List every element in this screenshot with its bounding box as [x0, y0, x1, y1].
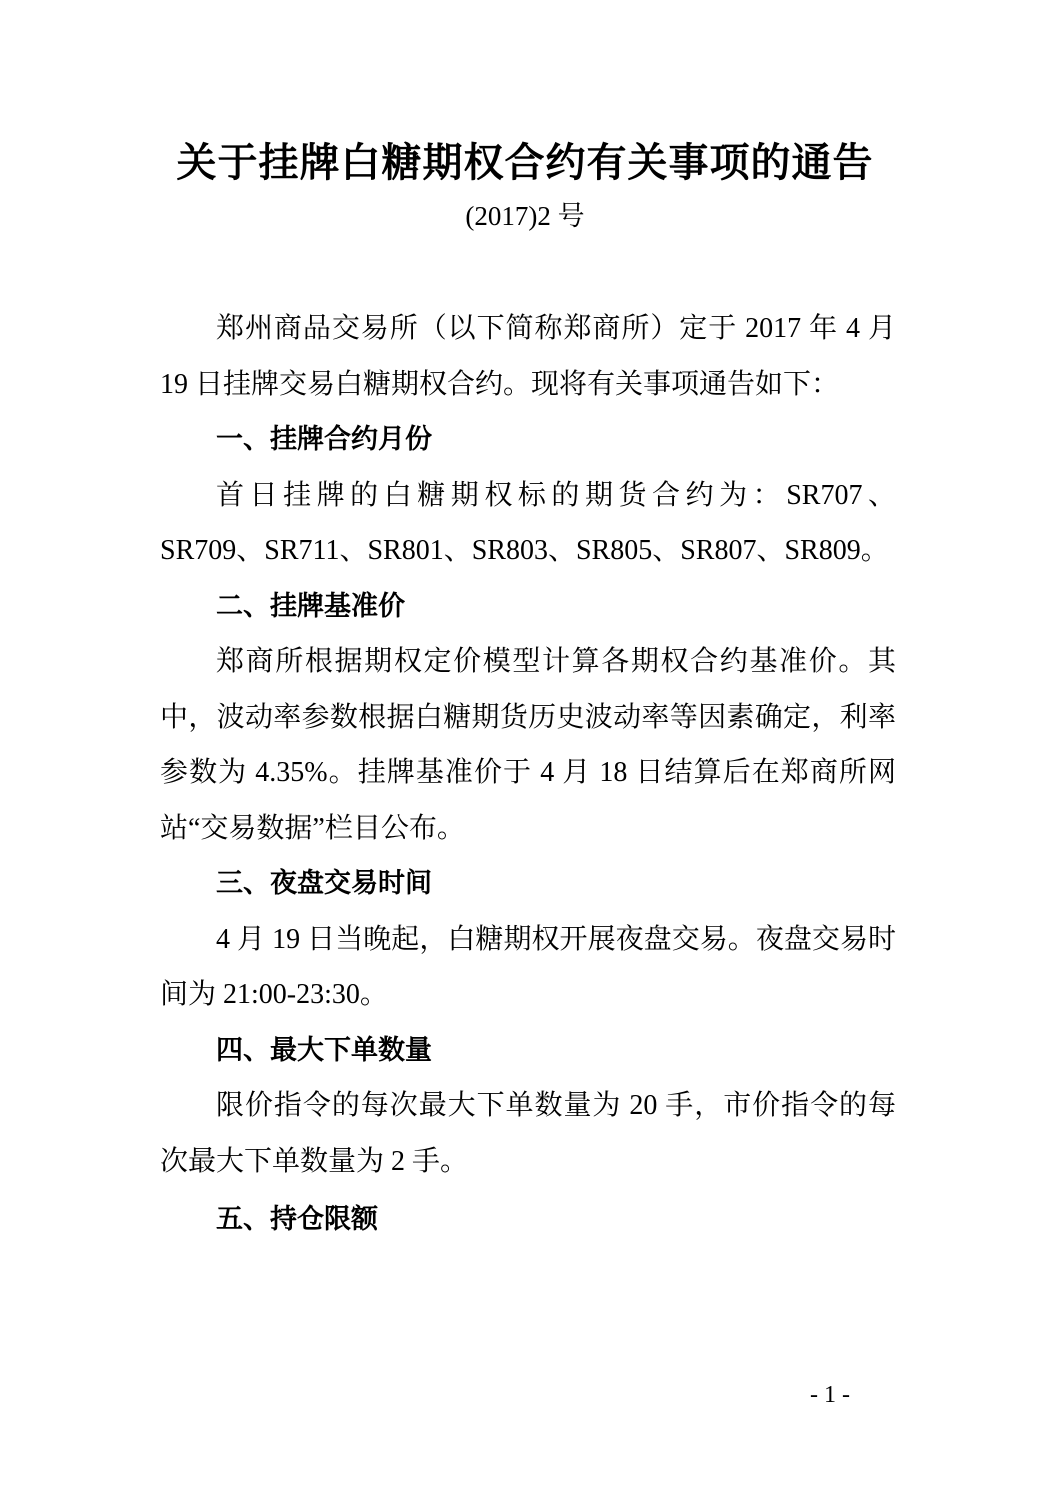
section-text-base-price: 郑商所根据期权定价模型计算各期权合约基准价。其中，波动率参数根据白糖期货历史波动率等因素确定，利率参数为 4.35%。挂牌基准价于 4 月 18 日结算后在郑商所网站“交易数据”栏目公布。 [160, 646, 896, 844]
section-heading-position-limit: 五、持仓限额 [216, 1204, 378, 1235]
section-heading-max-order: 四、最大下单数量 [216, 1034, 432, 1066]
section-text-listing-months: 首日挂牌的白糖期权标的期货合约为：SR707、SR709、SR711、SR801、SR803、SR805、SR807、SR809。 [160, 479, 896, 566]
document-number: (2017)2 号 [465, 201, 585, 231]
section-heading-base-price: 二、挂牌基准价 [216, 590, 405, 622]
document-title: 关于挂牌白糖期权合约有关事项的通告 [176, 139, 874, 186]
section-text-night-session: 4 月 19 日当晚起，白糖期权开展夜盘交易。夜盘交易时间为 21:00-23:30。 [160, 923, 896, 1010]
section-text-max-order: 限价指令的每次最大下单数量为 20 手，市价指令的每次最大下单数量为 2 手。 [160, 1090, 896, 1177]
document-body [160, 301, 896, 1248]
section-heading-night-session: 三、夜盘交易时间 [216, 868, 432, 899]
intro-paragraph: 郑州商品交易所（以下简称郑商所）定于 2017 年 4 月 19 日挂牌交易白糖期权合约。现将有关事项通告如下： [160, 313, 896, 400]
section-heading-listing-months: 一、挂牌合约月份 [216, 424, 432, 455]
page-number: - 1 - [810, 1382, 850, 1408]
